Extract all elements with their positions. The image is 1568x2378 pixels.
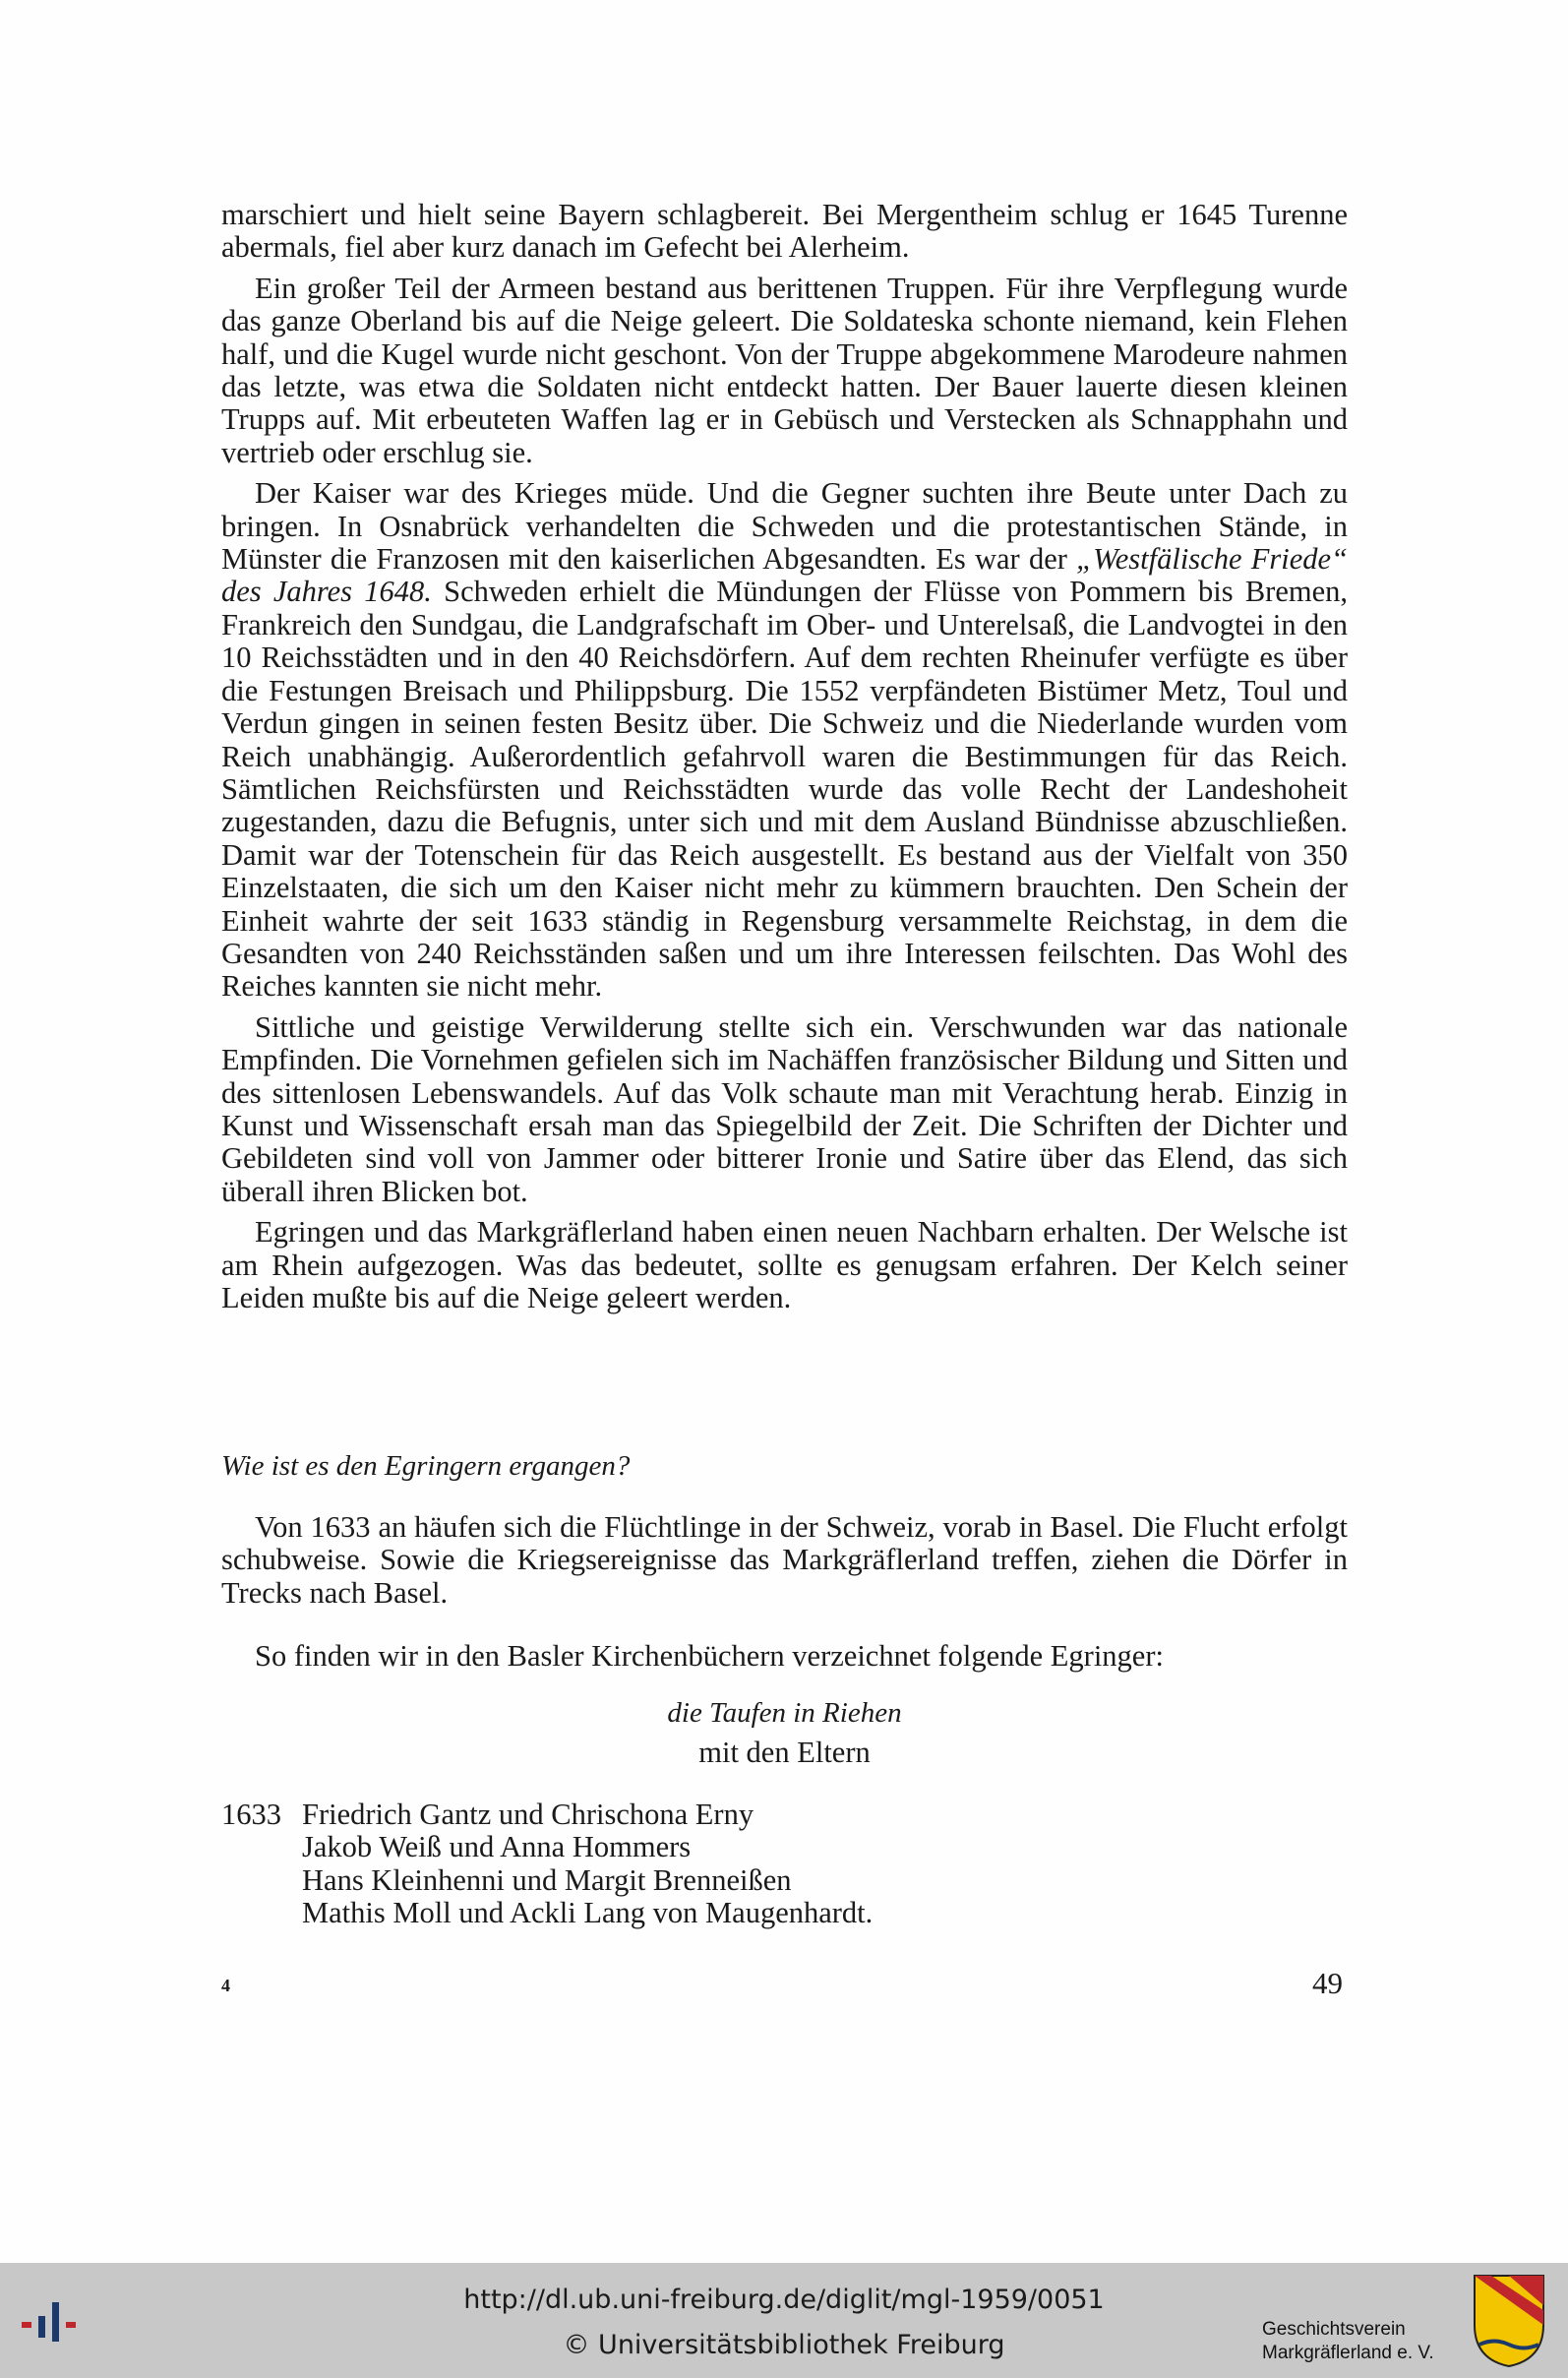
coat-of-arms-icon [1470, 2271, 1548, 2369]
baptism-list [221, 1799, 873, 1930]
subheading: mit den Eltern [698, 1736, 871, 1769]
section-heading: Wie ist es den Egringern ergangen? [221, 1450, 631, 1482]
paragraph-peace: Der Kaiser war des Krieges müde. Und die Gegner suchten ihre Beute unter Dach zu bringen. In Osnabrück verhandelten die Schweden und die protestantischen Stände, in Münster die Franzosen mit den kaiserlichen Abgesandten. Es war der „Westfälische Friede“ des Jahres 1648. Schweden erhielt die Mündungen der Flüsse von Pommern bis Bremen, Frankreich den Sundgau, die Landgrafschaft im Ober- und Unterelsaß, die Landvogtei in den 10 Reichsstädten und in den 40 Reichsdörfern. Auf dem rechten Rheinufer verfügte es über die Festungen Breisach und Philippsburg. Die 1552 verpfändeten Bistümer Metz, Toul und Verdun gingen in seinen festen Besitz über. Die Schweiz und die Niederlande wurden vom Reich unabhängig. Außerordentlich gefahrvoll waren die Bestimmungen für das Reich. Sämtlichen Reichsfürsten und Reichsstädten wurde das volle Recht der Landeshoheit zugestanden, dazu die Befugnis, unter sich und mit dem Ausland Bündnisse abzuschließen. Damit war der Totenschein für das Reich ausgestellt. Es bestand aus der Vielfalt von 350 Einzelstaaten, die sich um den Kaiser nicht mehr zu kümmern brauchten. Den Schein der Einheit wahrte der seit 1633 ständig in Regensburg versammelte Reichstag, in dem die Gesandten von 240 Reichsständen saßen und um ihre Interessen feilschten. Das Wohl des Reiches kannten sie nicht mehr. [221, 476, 1349, 1004]
paragraph: Ein großer Teil der Armeen bestand aus berittenen Truppen. Für ihre Verpflegung wurde das ganze Oberland bis auf die Neige geleert. Die Soldateska schonte niemand, kein Flehen half, und die Kugel wurde nicht geschont. Von der Truppe abgekommene Marodeure nahmen das letzte, was etwa die Soldaten nicht entdeckt hatten. Der Bauer lauerte diesen kleinen Trupps auf. Mit erbeuteten Waffen lag er in Gebüsch und Verstecken als Schnapphahn und vertrieb oder erschlug sie. [221, 271, 1348, 469]
list-item: Jakob Weiß und Anna Hommers [302, 1830, 692, 1864]
list-item: 1633 Friedrich Gantz und Chrischona Erny [221, 1798, 754, 1831]
body-text [221, 199, 1348, 1322]
list-intro: So finden wir in den Basler Kirchenbüchern verzeichnet folgende Egringer: [255, 1639, 1164, 1673]
page-number: 49 [1312, 1966, 1343, 2000]
paragraph-intro: Von 1633 an häufen sich die Flüchtlinge in der Schweiz, vorab in Basel. Die Flucht erfolgt schubweise. Sowie die Kriegsereignisse das Markgräflerland treffen, ziehen die Dörfer in Trecks nach Basel. [221, 1510, 1348, 1610]
org-name: Geschichtsverein Markgräflerland e. V. [1262, 2319, 1434, 2363]
paragraph: Egringen und das Markgräflerland haben einen neuen Nachbarn erhalten. Der Welsche ist am Rhein aufgezogen. Was das bedeutet, sollte es genugsam erfahren. Der Kelch seiner Leiden mußte bis auf die Neige geleert werden. [221, 1215, 1348, 1314]
paragraph: Sittliche und geistige Verwilderung stellte sich ein. Verschwunden war das nationale Empfinden. Die Vornehmen gefielen sich im Nachäffen französischer Bildung und Sitten und des sittenlosen Lebenswandels. Auf das Volk schaute man mit Verachtung herab. Einzig in Kunst und Wissenschaft ersah man das Spiegelbild der Zeit. Die Schriften der Dichter und Gebildeten sind voll von Jammer oder bitterer Ironie und Satire über das Elend, das sich überall ihren Blicken bot. [221, 1009, 1348, 1208]
permalink-url[interactable]: http://dl.ub.uni-freiburg.de/diglit/mgl-1959/0051 [463, 2285, 1105, 2315]
copyright-text: © Universitätsbibliothek Freiburg [563, 2330, 1005, 2360]
list-item: Mathis Moll und Ackli Lang von Maugenhardt. [302, 1896, 874, 1930]
paragraph: marschiert und hielt seine Bayern schlagbereit. Bei Mergentheim schlug er 1645 Turenne abermals, fiel aber kurz danach im Gefecht bei Alerheim. [221, 198, 1348, 265]
list-item: Hans Kleinhenni und Margit Brenneißen [302, 1862, 792, 1897]
signature-mark: 4 [221, 1976, 230, 1995]
footer-bar [0, 2263, 1568, 2378]
italic-phrase: „Westfälische Friede“ des Jahres 1648. [221, 542, 1348, 609]
subheading-italic: die Taufen in Riehen [667, 1697, 902, 1729]
